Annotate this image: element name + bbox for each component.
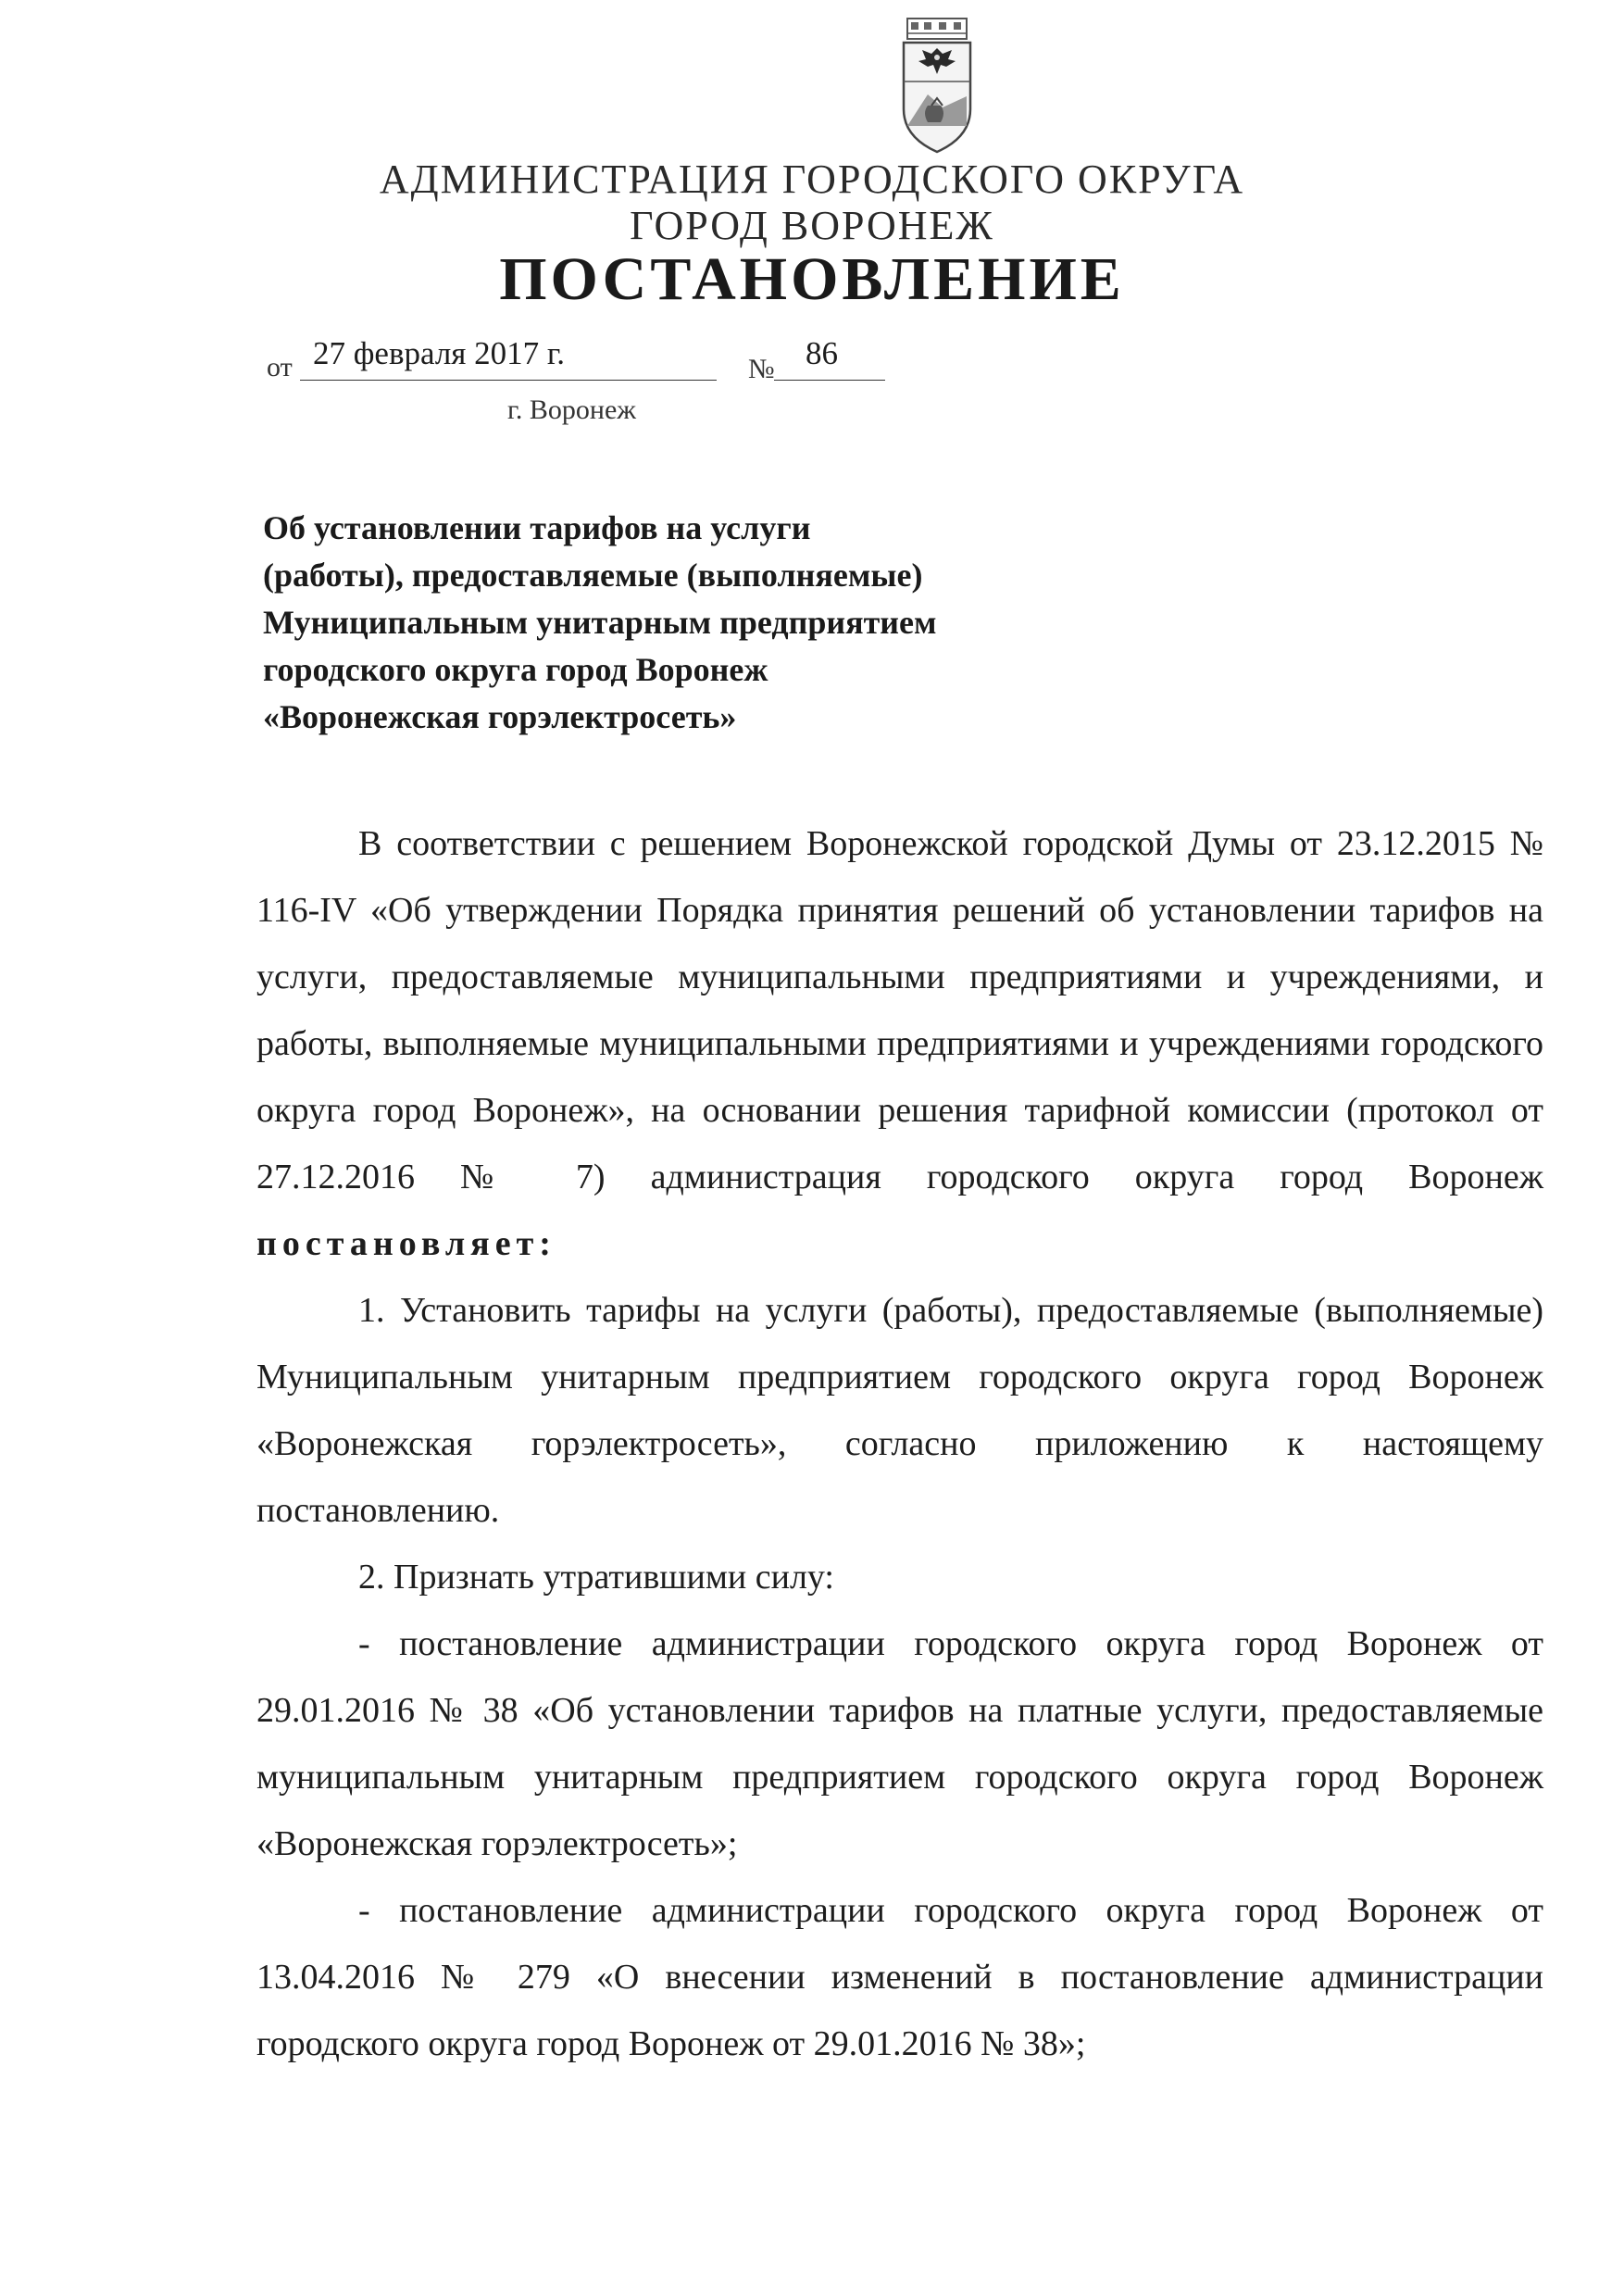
document-type-title: ПОСТАНОВЛЕНИЕ: [499, 245, 1125, 313]
number-underline: [774, 380, 885, 381]
from-label: от: [267, 352, 293, 382]
number-label: №: [748, 354, 775, 384]
document-number: 86: [806, 335, 838, 371]
subject-line: городского округа город Воронеж: [263, 651, 768, 688]
subject-line: (работы), предоставляемые (выполняемые): [263, 557, 923, 594]
preamble-paragraph: [256, 810, 1543, 1277]
subject-line: «Воронежская горэлектросеть»: [263, 698, 737, 735]
item-1-paragraph: 1. Установить тарифы на услуги (работы), предоставляемые (выполняемые) Муниципальным унитарным предприятием городского округа город Воронеж «Воронежская горэлектросеть», согласно приложению к настоящему постановлению.: [256, 1291, 1543, 1530]
document-subject: [263, 505, 1096, 741]
document-body: [256, 810, 1543, 2077]
subject-line: Муниципальным унитарным предприятием: [263, 604, 937, 641]
document-date: 27 февраля 2017 г.: [313, 335, 566, 371]
date-number-row: [267, 333, 915, 389]
item-2a-paragraph: - постановление администрации городского округа город Воронеж от 29.01.2016 № 38 «Об установлении тарифов на платные услуги, предоставляемые муниципальным унитарным предприятием городского округа город Воронеж «Воронежская горэлектросеть»;: [256, 1624, 1543, 1863]
city-label: г. Воронеж: [507, 395, 637, 425]
voronezh-coat-of-arms-icon: [891, 17, 983, 156]
preamble-text: В соответствии с решением Воронежской городской Думы от 23.12.2015 № 116-IV «Об утверждении Порядка принятия решений об установлении тарифов на услуги, предоставляемые муниципальными предприятиями и учреждениями, и работы, выполняемые муниципальными предприятиями и учреждениями городского округа город Воронеж», на основании решения тарифной комиссии (протокол от 27.12.2016 № 7) администрация городского округа город Воронеж: [256, 824, 1543, 1196]
decree-word: постановляет:: [256, 1224, 556, 1263]
organization-name-line-2: ГОРОД ВОРОНЕЖ: [630, 203, 994, 248]
item-2-paragraph: 2. Признать утратившими силу:: [358, 1558, 834, 1597]
date-underline: [300, 380, 717, 381]
item-2b-paragraph: - постановление администрации городского округа город Воронеж от 13.04.2016 № 279 «О внесении изменений в постановление администрации городского округа город Воронеж от 29.01.2016 № 38»;: [256, 1891, 1543, 2063]
organization-name-line-1: АДМИНИСТРАЦИЯ ГОРОДСКОГО ОКРУГА: [379, 157, 1245, 202]
subject-line: Об установлении тарифов на услуги: [263, 509, 811, 546]
